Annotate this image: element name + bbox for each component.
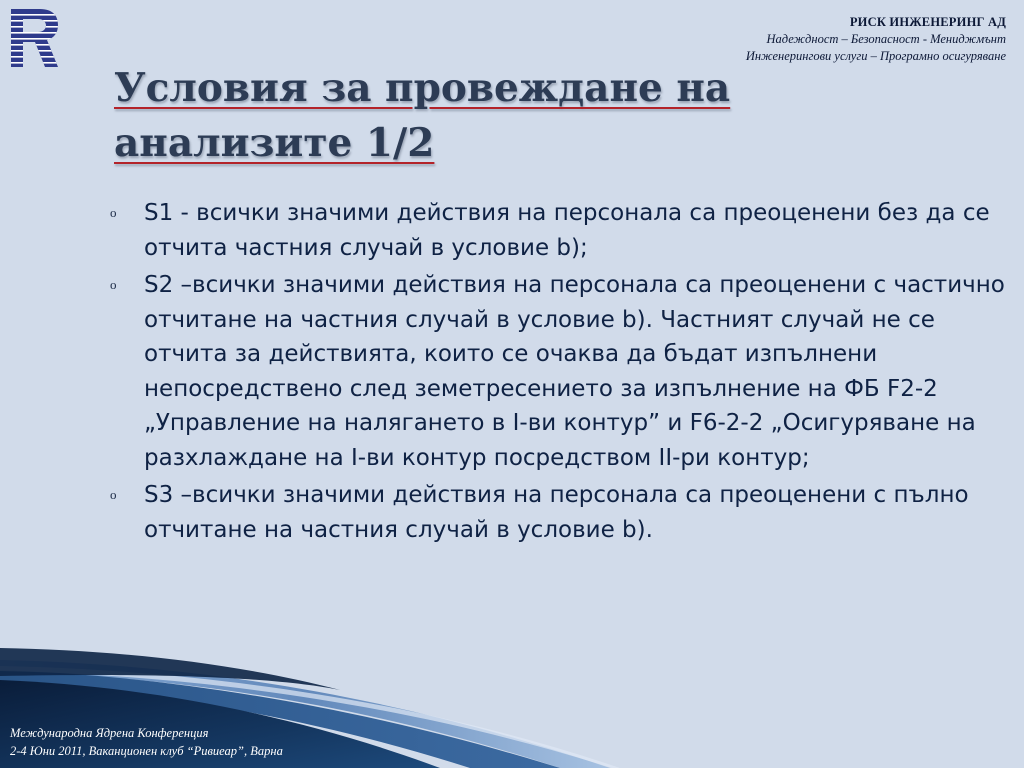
slide-title-text: Условия за провеждане на анализите 1/2 bbox=[114, 65, 731, 166]
bullet-marker: o bbox=[110, 205, 117, 220]
conference-dates-venue: 2-4 Юни 2011, Ваканционен клуб “Ривиеар”, Варна bbox=[10, 744, 283, 758]
bullet-marker: o bbox=[110, 487, 117, 502]
company-header bbox=[746, 14, 1006, 65]
bullet-text: S2 –всички значими действия на персонала са преоценени с частично отчитане на частния случай в условие b). Частният случай не се отчита за действията, които се очаква да бъдат изпълнени непосредствено след земетресението за изпълнение на ФБ F2-2 „Управление на налягането в I-ви контур” и F6-2-2 „Осигуряване на разхлаждане на I-ви контур посредством II-ри контур; bbox=[144, 272, 1005, 471]
company-name: РИСК ИНЖЕНЕРИНГ АД bbox=[849, 15, 1006, 29]
conference-name: Международна Ядрена Конференция bbox=[10, 726, 209, 740]
bullet-text: S1 - всички значими действия на персонала са преоценени без да се отчита частния случай в условие b); bbox=[144, 200, 990, 261]
company-services: Инженерингови услуги – Програмно осигуряване bbox=[745, 49, 1006, 63]
company-tagline: Надеждност – Безопасност - Мениджмънт bbox=[766, 32, 1006, 46]
bullet-text: S3 –всички значими действия на персонала са преоценени с пълно отчитане на частния случай в условие b). bbox=[144, 482, 969, 543]
bullet-item-s3 bbox=[110, 478, 1015, 547]
bullet-item-s2 bbox=[110, 268, 1015, 475]
conference-footer bbox=[10, 724, 283, 760]
slide-title bbox=[114, 61, 974, 171]
bullet-list bbox=[110, 196, 1015, 550]
r-letter-logo bbox=[9, 7, 59, 69]
bullet-marker: o bbox=[110, 277, 117, 292]
bullet-item-s1 bbox=[110, 196, 1015, 265]
